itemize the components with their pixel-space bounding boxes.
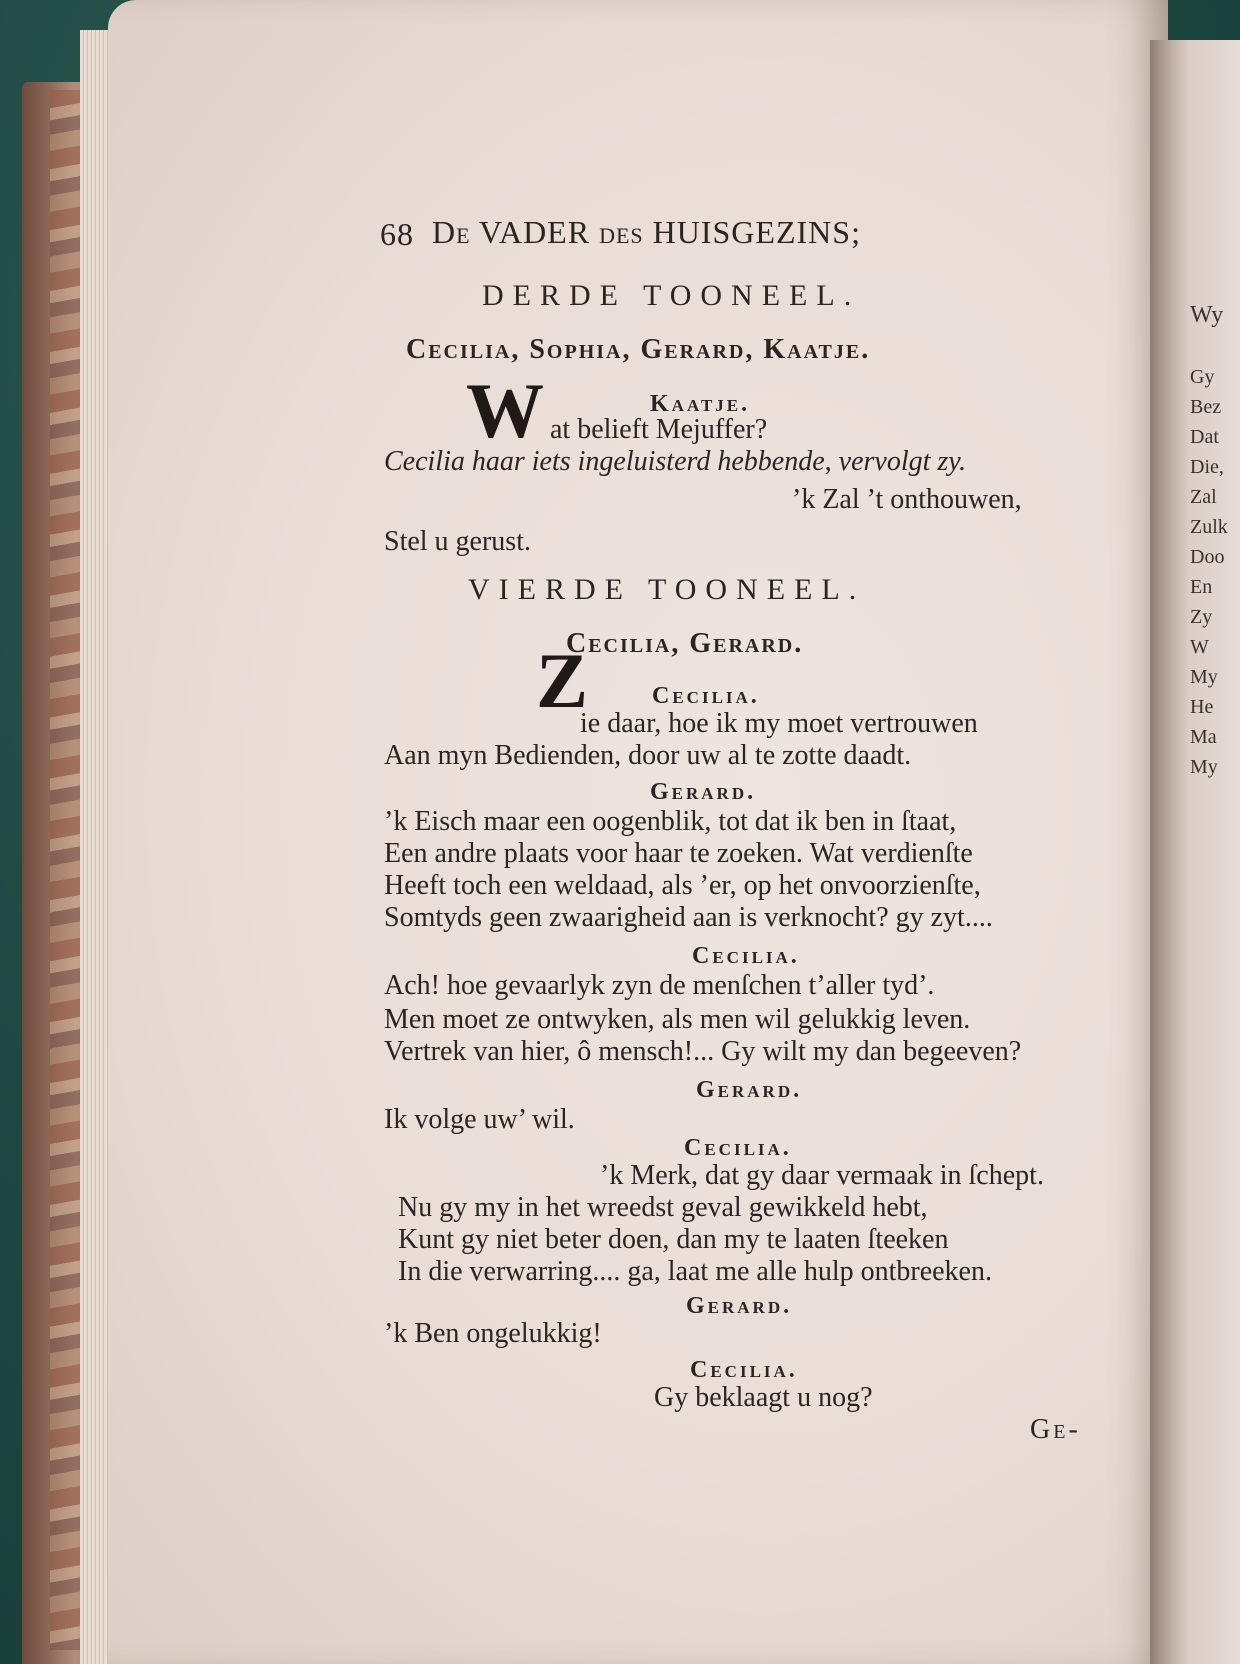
facing-page-fragment: Doo [1190, 546, 1225, 568]
speaker-name: Gerard. [686, 1293, 793, 1319]
dialogue-line: ’k Merk, dat gy daar vermaak in ſchept. [600, 1160, 1044, 1191]
dialogue-line: ’k Ben ongelukkig! [384, 1318, 602, 1349]
book-gutter [1150, 40, 1190, 1664]
facing-page-fragment: Zy [1190, 606, 1213, 628]
facing-page-fragment: W [1190, 636, 1209, 658]
dialogue-line: Somtyds geen zwaarigheid aan is verknocht? gy zyt.... [384, 902, 993, 933]
scene-cast: Cecilia, Gerard. [566, 628, 804, 659]
dialogue-line: Ik volge uw’ wil. [384, 1104, 575, 1135]
dialogue-line: Gy beklaagt u nog? [654, 1382, 873, 1413]
dialogue-line: ’k Zal ’t onthouwen, [792, 484, 1022, 515]
scene-cast: Cecilia, Sophia, Gerard, Kaatje. [406, 334, 871, 365]
facing-page-fragment: Zulk [1190, 516, 1228, 538]
stage-direction: Cecilia haar iets ingeluisterd hebbende, vervolgt zy. [384, 446, 967, 477]
facing-page-fragment: My [1190, 756, 1218, 778]
speaker-name: Gerard. [650, 779, 757, 805]
facing-page-fragment: Ma [1190, 726, 1217, 748]
facing-page-fragment: Gy [1190, 366, 1215, 388]
dialogue-line: Een andre plaats voor haar te zoeken. Wat verdienſte [384, 838, 973, 869]
drop-cap: W [466, 367, 544, 454]
scene-title: DERDE TOONEEL. [482, 279, 861, 312]
running-head-title: De VADER des HUISGEZINS; [432, 214, 861, 250]
speaker-name: Cecilia. [690, 1357, 798, 1383]
facing-page-fragment: Die, [1190, 456, 1224, 478]
dialogue-line: Ach! hoe gevaarlyk zyn de menſchen t’aller tyd’. [384, 970, 935, 1001]
facing-page-fragment: My [1190, 666, 1218, 688]
catchword: Ge- [1030, 1414, 1081, 1445]
facing-page-fragment: He [1190, 696, 1214, 718]
facing-page-fragment: En [1190, 576, 1213, 598]
facing-page-fragment: Bez [1190, 396, 1222, 418]
dialogue-line: ie daar, hoe ik my moet vertrouwen [580, 708, 978, 739]
speaker-name: Cecilia. [692, 943, 800, 969]
dialogue-line: In die verwarring.... ga, laat me alle hulp ontbreeken. [398, 1256, 992, 1287]
dialogue-line: Heeft toch een weldaad, als ’er, op het onvoorzienſte, [384, 870, 981, 901]
dialogue-line: ’k Eisch maar een oogenblik, tot dat ik ben in ſtaat, [384, 806, 957, 837]
dialogue-line: Men moet ze ontwyken, als men wil gelukkig leven. [384, 1004, 971, 1035]
dialogue-line: Vertrek van hier, ô mensch!... Gy wilt my dan begeeven? [384, 1036, 1022, 1067]
facing-page-fragment: Zal [1190, 486, 1217, 508]
speaker-name: Gerard. [696, 1077, 803, 1103]
dialogue-line: Nu gy my in het wreedst geval gewikkeld hebt, [398, 1192, 928, 1223]
dialogue-line: Aan myn Bedienden, door uw al te zotte daadt. [384, 740, 912, 771]
facing-page-fragment: Dat [1190, 426, 1219, 448]
dialogue-line: Stel u gerust. [384, 526, 531, 557]
speaker-name: Cecilia. [684, 1135, 792, 1161]
dialogue-line: at belieft Mejuffer? [550, 414, 768, 445]
drop-cap: Z [536, 637, 589, 724]
facing-page-fragment: Wy [1190, 302, 1224, 328]
speaker-name: Kaatje. [650, 391, 751, 417]
page-number: 68 [380, 216, 414, 252]
dialogue-line: Kunt gy niet beter doen, dan my te laaten ſteeken [398, 1224, 949, 1255]
scene-title: VIERDE TOONEEL. [468, 573, 866, 606]
speaker-name: Cecilia. [652, 683, 760, 709]
